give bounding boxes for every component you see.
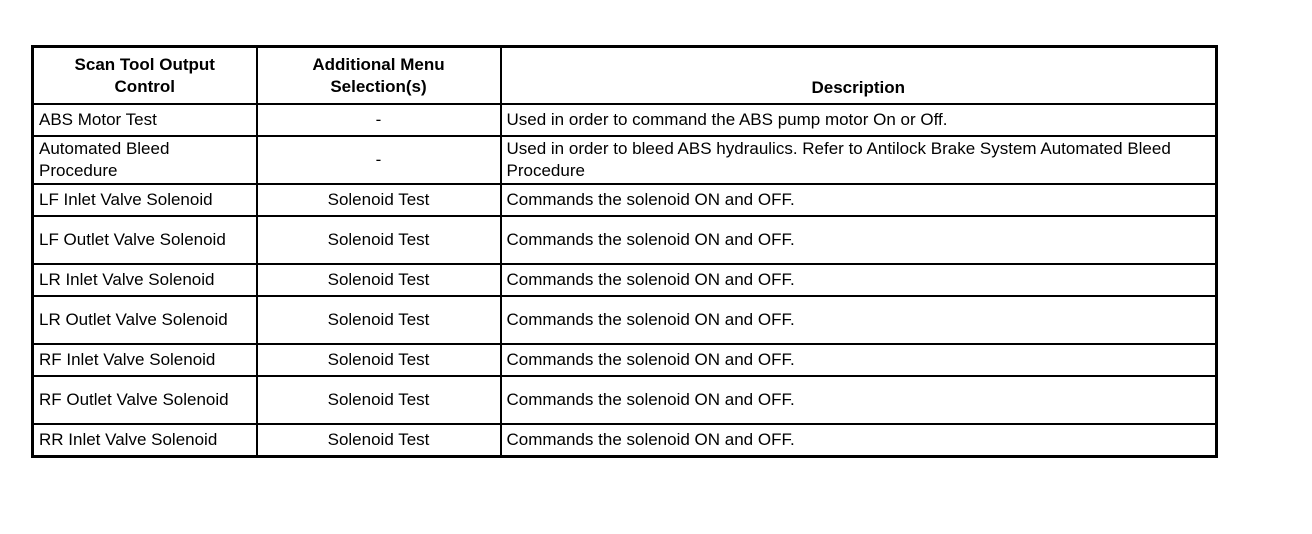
cell-menu: Solenoid Test: [257, 296, 501, 344]
cell-description: Used in order to bleed ABS hydraulics. Refer to Antilock Brake System Automated Bleed Procedure: [501, 136, 1217, 184]
cell-control: LF Outlet Valve Solenoid: [33, 216, 257, 264]
cell-control: LR Outlet Valve Solenoid: [33, 296, 257, 344]
header-menu-line-1: Additional Menu: [312, 54, 445, 74]
cell-menu: Solenoid Test: [257, 264, 501, 296]
cell-description: Commands the solenoid ON and OFF.: [501, 376, 1217, 424]
cell-menu: -: [257, 104, 501, 136]
header-control-line-2: Control: [114, 76, 175, 96]
header-control: [33, 47, 257, 105]
table-row: [33, 376, 1217, 424]
table-row: [33, 424, 1217, 457]
cell-description: Commands the solenoid ON and OFF.: [501, 216, 1217, 264]
table-row: [33, 264, 1217, 296]
cell-description: Commands the solenoid ON and OFF.: [501, 344, 1217, 376]
cell-description: Commands the solenoid ON and OFF.: [501, 296, 1217, 344]
header-menu-line-2: Selection(s): [330, 76, 427, 96]
cell-control: LF Inlet Valve Solenoid: [33, 184, 257, 216]
cell-control: Automated Bleed Procedure: [33, 136, 257, 184]
table-row: [33, 216, 1217, 264]
table-header-row: [33, 47, 1217, 105]
cell-control: RF Outlet Valve Solenoid: [33, 376, 257, 424]
cell-control: RF Inlet Valve Solenoid: [33, 344, 257, 376]
cell-control: RR Inlet Valve Solenoid: [33, 424, 257, 457]
cell-menu: Solenoid Test: [257, 344, 501, 376]
cell-description: Commands the solenoid ON and OFF.: [501, 184, 1217, 216]
cell-menu: -: [257, 136, 501, 184]
cell-description: Used in order to command the ABS pump motor On or Off.: [501, 104, 1217, 136]
cell-description: Commands the solenoid ON and OFF.: [501, 264, 1217, 296]
header-menu: [257, 47, 501, 105]
table-row: [33, 344, 1217, 376]
header-control-line-1: Scan Tool Output: [74, 54, 215, 74]
scan-tool-output-table: [31, 45, 1218, 458]
cell-menu: Solenoid Test: [257, 424, 501, 457]
cell-description: Commands the solenoid ON and OFF.: [501, 424, 1217, 457]
cell-control: LR Inlet Valve Solenoid: [33, 264, 257, 296]
header-description: Description: [501, 47, 1217, 105]
cell-menu: Solenoid Test: [257, 184, 501, 216]
table-row: [33, 104, 1217, 136]
table-row: [33, 296, 1217, 344]
cell-menu: Solenoid Test: [257, 216, 501, 264]
cell-control: ABS Motor Test: [33, 104, 257, 136]
cell-menu: Solenoid Test: [257, 376, 501, 424]
table-row: [33, 184, 1217, 216]
table-row: [33, 136, 1217, 184]
